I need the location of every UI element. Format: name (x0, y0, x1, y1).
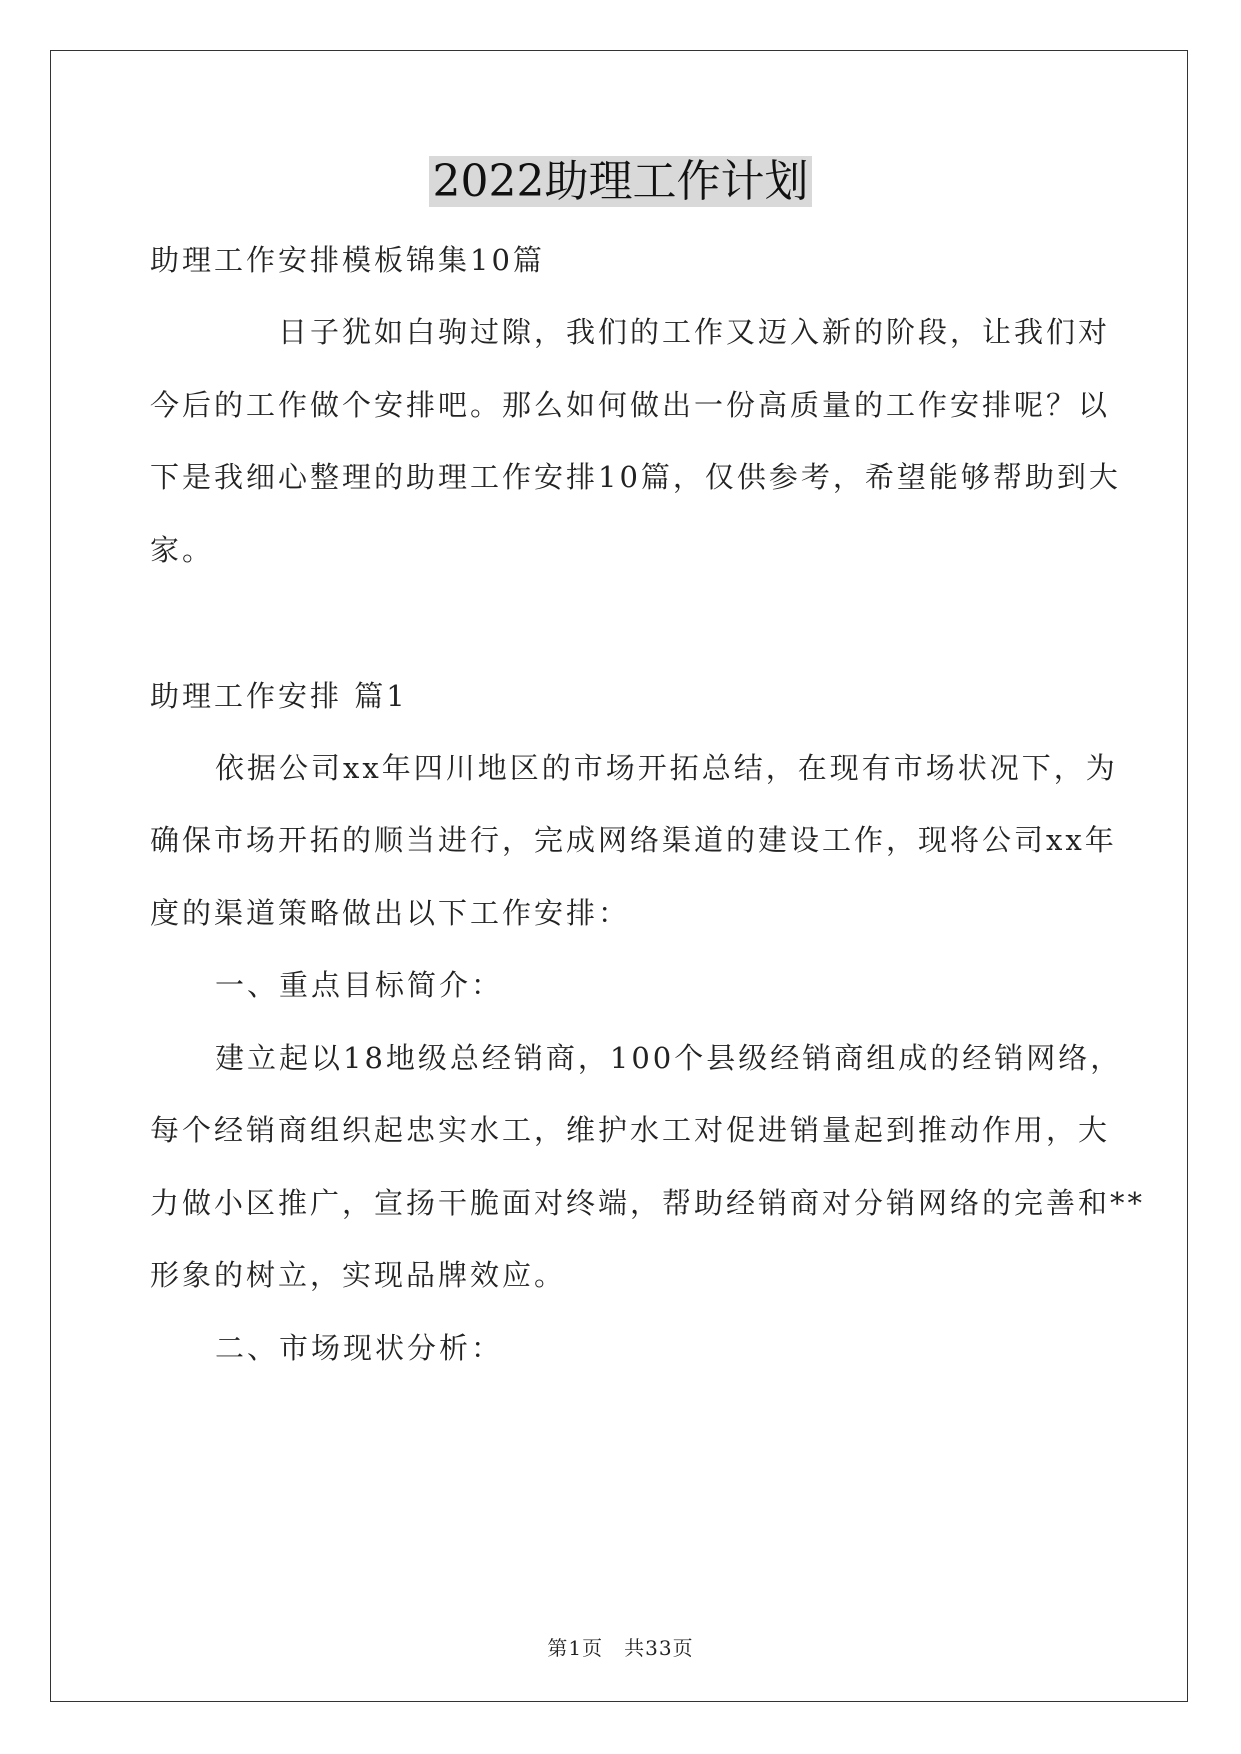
document-subtitle: 助理工作安排模板锦集10篇 (150, 243, 545, 277)
section-line-7: 力做小区推广，宣扬干脆面对终端，帮助经销商对分销网络的完善和** (150, 1186, 1146, 1220)
section-heading-2: 二、市场现状分析： (215, 1331, 504, 1365)
intro-line-4: 家。 (150, 533, 215, 567)
intro-line-2: 今后的工作做个安排吧。那么如何做出一份高质量的工作安排呢？以 (150, 388, 1111, 422)
intro-line-3: 下是我细心整理的助理工作安排10篇，仅供参考，希望能够帮助到大 (150, 460, 1121, 494)
page-footer: 第1页 共33页 (547, 1636, 694, 1660)
document-title (0, 152, 1241, 212)
section-line-5: 建立起以18地级总经销商，100个县级经销商组成的经销网络， (215, 1041, 1123, 1075)
section-heading: 助理工作安排 篇1 (150, 679, 408, 713)
page-border (50, 50, 1188, 1702)
section-line-6: 每个经销商组织起忠实水工，维护水工对促进销量起到推动作用，大 (150, 1113, 1111, 1147)
section-line-2: 确保市场开拓的顺当进行，完成网络渠道的建设工作，现将公司xx年 (150, 823, 1117, 857)
section-line-8: 形象的树立，实现品牌效应。 (150, 1258, 567, 1292)
intro-line-1: 日子犹如白驹过隙，我们的工作又迈入新的阶段，让我们对 (278, 315, 1111, 349)
section-line-3: 度的渠道策略做出以下工作安排： (150, 896, 631, 930)
section-heading-1: 一、重点目标简介： (215, 968, 504, 1002)
section-line-1: 依据公司xx年四川地区的市场开拓总结，在现有市场状况下，为 (215, 751, 1118, 785)
document-title-text: 2022助理工作计划 (429, 156, 813, 207)
